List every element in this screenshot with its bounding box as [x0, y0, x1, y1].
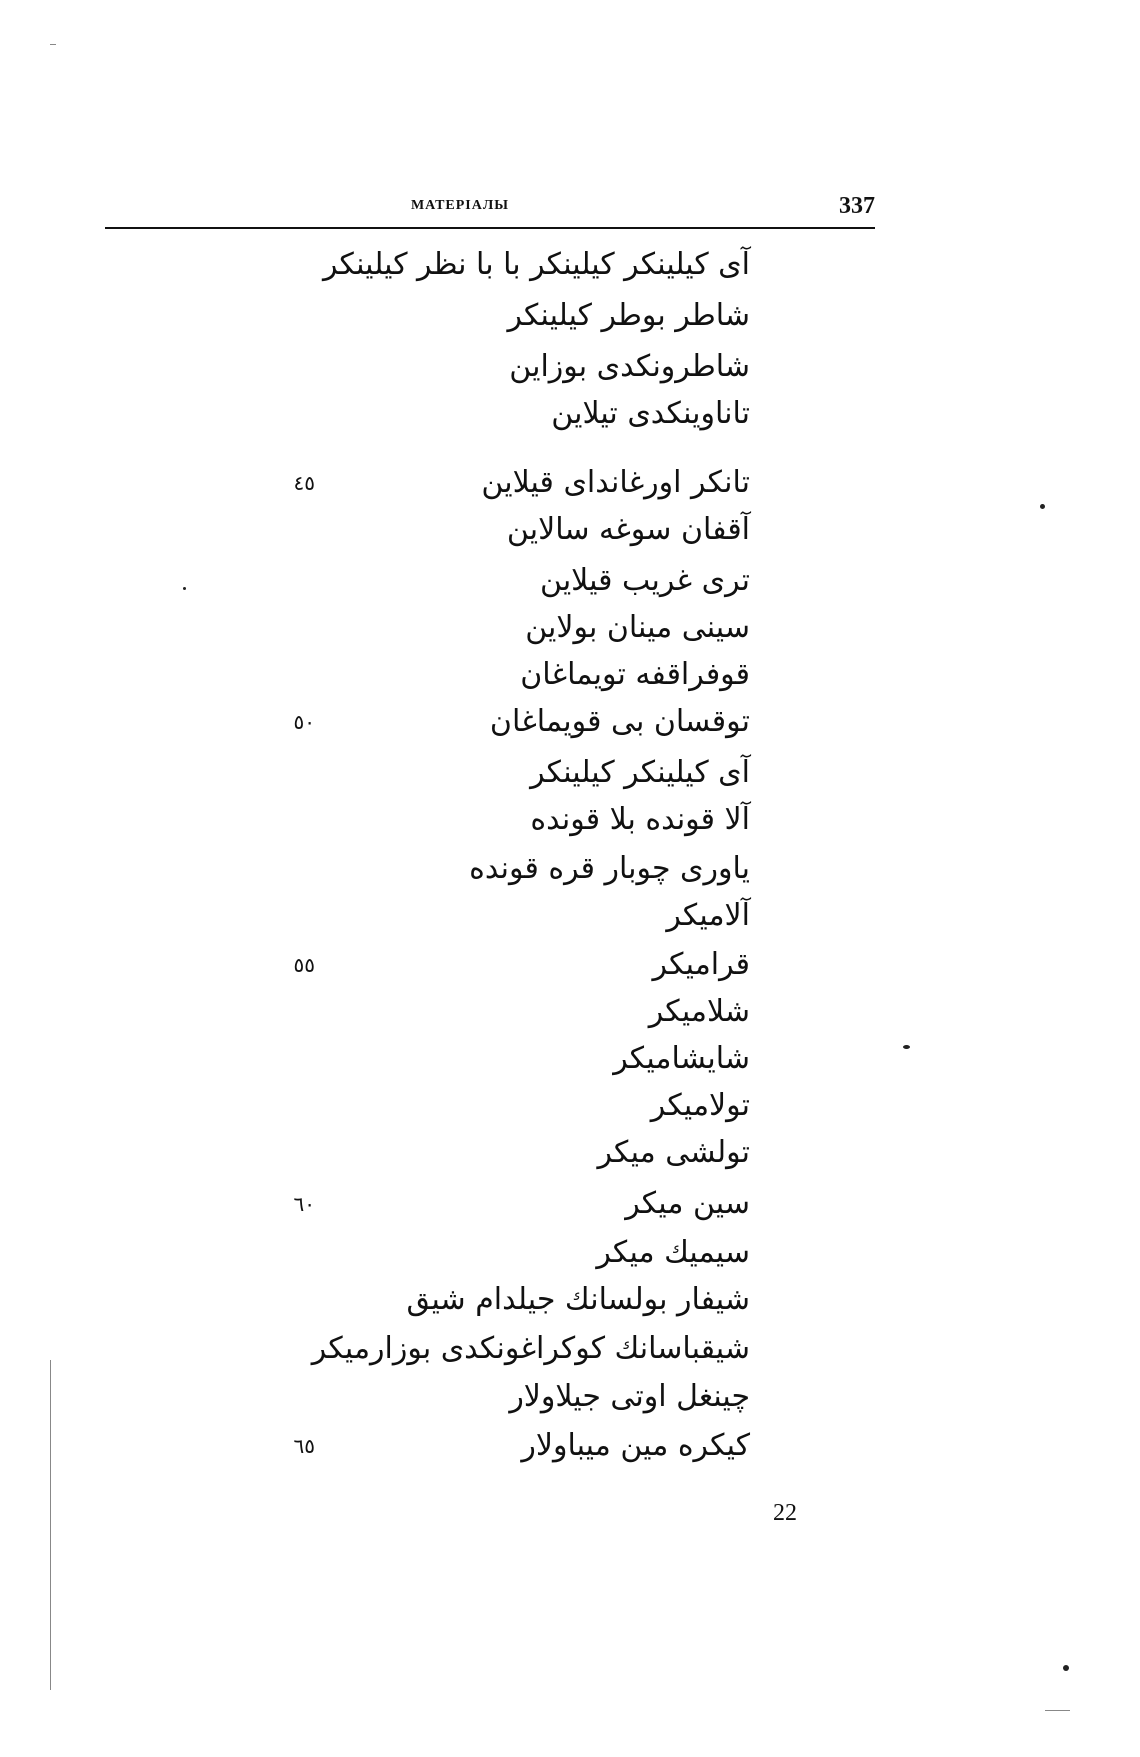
- verse-line: کیکره مین میباولار: [521, 1428, 750, 1463]
- verse-line: آقفان سوغه سالاین: [506, 512, 750, 547]
- verse-line: آلامیکر: [666, 898, 750, 933]
- line-number: ٦٠: [293, 1192, 315, 1216]
- verse-line: شاطرونکدی بوزاین: [509, 349, 750, 384]
- verse-line: تولشی میکر: [597, 1135, 750, 1170]
- scan-speck: [903, 1045, 910, 1049]
- verse-line: تاناوینکدی تیلاین: [551, 396, 750, 431]
- verse-line: تولامیکر: [650, 1088, 750, 1123]
- verse-line: توقسان بی قویماغان: [489, 704, 750, 739]
- header-rule: [105, 227, 875, 229]
- verse-line: تانکر اورغاندای قیلاین: [481, 465, 750, 500]
- running-header-title: МАТЕРІАЛЫ: [410, 198, 510, 213]
- scan-speck: [1040, 504, 1045, 509]
- verse-line: آلا قونده بلا قونده: [530, 802, 750, 837]
- scan-speck: [183, 587, 186, 590]
- scan-speck: [1063, 1665, 1069, 1671]
- verse-line: شیقباسانك کوکراغونکدی بوزارمیکر: [311, 1331, 750, 1366]
- verse-line: شیفار بولسانك جیلدام شیق: [406, 1282, 750, 1317]
- page-number: 337: [839, 193, 875, 219]
- verse-line: سیمیك میکر: [596, 1235, 750, 1270]
- scan-edge: [1045, 1710, 1070, 1711]
- verse-line: سین میکر: [625, 1186, 750, 1221]
- line-number: ٥٠: [293, 710, 315, 734]
- verse-line: شلامیکر: [648, 994, 750, 1029]
- line-number: ٦٥: [293, 1434, 315, 1458]
- scan-edge: [50, 1360, 51, 1690]
- verse-line: سینی مینان بولاین: [525, 610, 750, 645]
- line-number: ٥٥: [293, 953, 315, 977]
- verse-line: یاوری چوبار قره قونده: [469, 851, 750, 886]
- verse-line: آی کیلینکر کیلینکر: [530, 755, 750, 790]
- signature-mark: 22: [773, 1500, 797, 1526]
- verse-line: شایشامیکر: [613, 1041, 750, 1076]
- verse-line: قوفراقفه تویماغان: [520, 657, 750, 692]
- verse-line: چینغل اوتی جیلاولار: [509, 1379, 750, 1414]
- verse-line: تری غریب قیلاین: [540, 563, 750, 598]
- verse-line: قرامیکر: [652, 947, 750, 982]
- line-number: ٤٥: [293, 471, 315, 495]
- verse-line: شاطر بوطر کیلینکر: [507, 298, 750, 333]
- verse-line: آی کیلینکر کیلینکر با با نظر کیلینکر: [322, 247, 750, 282]
- scan-edge: [50, 44, 56, 45]
